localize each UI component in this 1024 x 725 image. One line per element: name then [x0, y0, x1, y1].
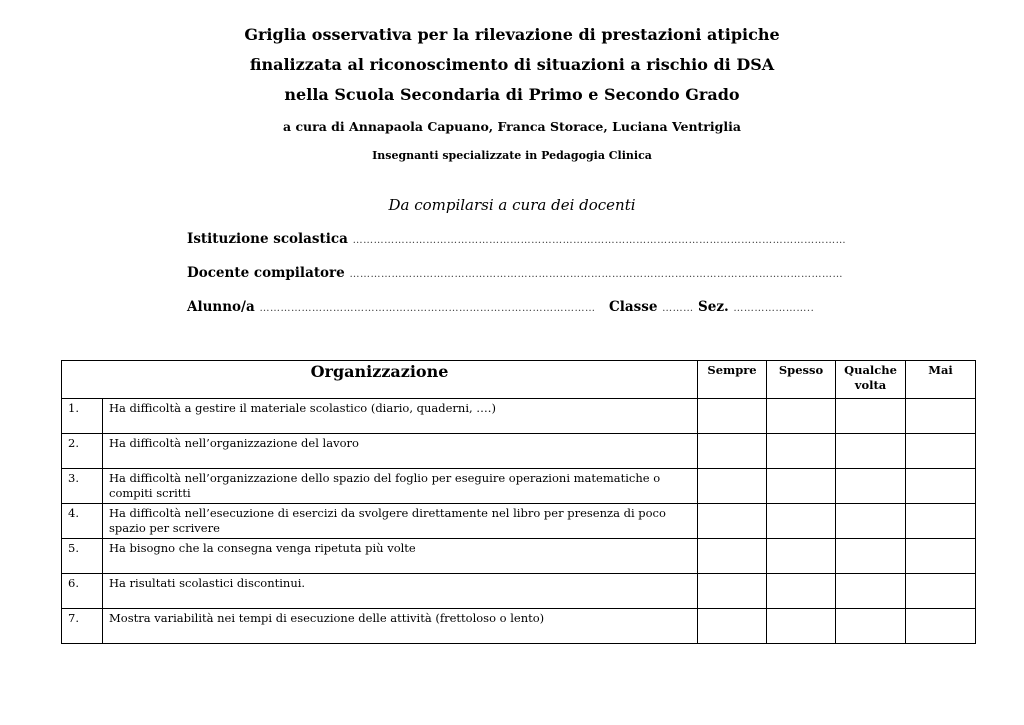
cell-spesso[interactable]	[767, 504, 836, 539]
cell-mai[interactable]	[906, 469, 976, 504]
table-row	[62, 469, 976, 504]
row-text: Ha difficoltà nell’organizzazione del lavoro	[103, 434, 698, 469]
classe-blank[interactable]: ………	[662, 303, 694, 314]
row-number: 6.	[62, 574, 103, 609]
table-row	[62, 539, 976, 574]
row-number: 5.	[62, 539, 103, 574]
row-text: Ha difficoltà nell’organizzazione dello spazio del foglio per eseguire operazioni matematiche o compiti scritti	[103, 469, 698, 504]
docente-label: Docente compilatore	[187, 265, 345, 281]
cell-spesso[interactable]	[767, 399, 836, 434]
cell-spesso[interactable]	[767, 469, 836, 504]
cell-qualche-volta[interactable]	[836, 469, 906, 504]
row-number: 3.	[62, 469, 103, 504]
cell-sempre[interactable]	[698, 504, 767, 539]
alunno-blank[interactable]: ……………………………………………………………………………………	[259, 303, 596, 314]
column-header-qualche-volta: Qualche volta	[836, 361, 906, 399]
table-row	[62, 574, 976, 609]
table-row	[62, 609, 976, 644]
sez-blank[interactable]: …………………..	[733, 303, 815, 314]
sez-field[interactable]	[698, 299, 814, 315]
classe-label: Classe	[609, 299, 658, 315]
cell-mai[interactable]	[906, 539, 976, 574]
cell-sempre[interactable]	[698, 469, 767, 504]
cell-sempre[interactable]	[698, 434, 767, 469]
cell-mai[interactable]	[906, 504, 976, 539]
table-row	[62, 399, 976, 434]
classe-field[interactable]	[609, 299, 694, 315]
compile-instruction: Da compilarsi a cura dei docenti	[388, 196, 636, 214]
cell-spesso[interactable]	[767, 434, 836, 469]
row-number: 2.	[62, 434, 103, 469]
document-title-line-3: nella Scuola Secondaria di Primo e Secondo Grado	[284, 85, 740, 104]
row-number: 1.	[62, 399, 103, 434]
istituzione-label: Istituzione scolastica	[187, 231, 348, 247]
column-header-spesso: Spesso	[767, 361, 836, 399]
cell-mai[interactable]	[906, 574, 976, 609]
observation-grid	[61, 360, 976, 644]
row-text: Ha bisogno che la consegna venga ripetuta più volte	[103, 539, 698, 574]
row-number: 4.	[62, 504, 103, 539]
cell-qualche-volta[interactable]	[836, 399, 906, 434]
document-title-line-2: finalizzata al riconoscimento di situazioni a rischio di DSA	[249, 55, 775, 74]
cell-spesso[interactable]	[767, 539, 836, 574]
cell-qualche-volta[interactable]	[836, 609, 906, 644]
cell-sempre[interactable]	[698, 574, 767, 609]
cell-spesso[interactable]	[767, 609, 836, 644]
cell-mai[interactable]	[906, 399, 976, 434]
table-row	[62, 434, 976, 469]
docente-blank[interactable]: ……………………………………………………………………………………………………………………………	[349, 269, 843, 280]
authors-line: a cura di Annapaola Capuano, Franca Storace, Luciana Ventriglia	[283, 119, 741, 134]
cell-qualche-volta[interactable]	[836, 504, 906, 539]
docente-field[interactable]	[187, 265, 843, 281]
row-text: Ha difficoltà nell’esecuzione di esercizi da svolgere direttamente nel libro per presenza di poco spazio per scrivere	[103, 504, 698, 539]
grid-header-row	[62, 361, 976, 399]
cell-mai[interactable]	[906, 434, 976, 469]
authors-role: Insegnanti specializzate in Pedagogia Clinica	[372, 149, 652, 162]
column-header-mai: Mai	[906, 361, 976, 399]
row-text: Ha risultati scolastici discontinui.	[103, 574, 698, 609]
cell-sempre[interactable]	[698, 539, 767, 574]
row-text: Ha difficoltà a gestire il materiale scolastico (diario, quaderni, ….)	[103, 399, 698, 434]
cell-qualche-volta[interactable]	[836, 434, 906, 469]
table-row	[62, 504, 976, 539]
istituzione-field[interactable]	[187, 231, 846, 247]
section-title: Organizzazione	[62, 361, 698, 399]
cell-qualche-volta[interactable]	[836, 539, 906, 574]
row-number: 7.	[62, 609, 103, 644]
cell-mai[interactable]	[906, 609, 976, 644]
istituzione-blank[interactable]: ……………………………………………………………………………………………………………………………	[352, 235, 847, 246]
alunno-field[interactable]	[187, 299, 595, 315]
cell-spesso[interactable]	[767, 574, 836, 609]
sez-label: Sez.	[698, 299, 729, 315]
alunno-label: Alunno/a	[187, 299, 255, 315]
document-title-line-1: Griglia osservativa per la rilevazione di prestazioni atipiche	[244, 25, 780, 44]
cell-sempre[interactable]	[698, 399, 767, 434]
row-text: Mostra variabilità nei tempi di esecuzione delle attività (frettoloso o lento)	[103, 609, 698, 644]
cell-sempre[interactable]	[698, 609, 767, 644]
cell-qualche-volta[interactable]	[836, 574, 906, 609]
column-header-sempre: Sempre	[698, 361, 767, 399]
